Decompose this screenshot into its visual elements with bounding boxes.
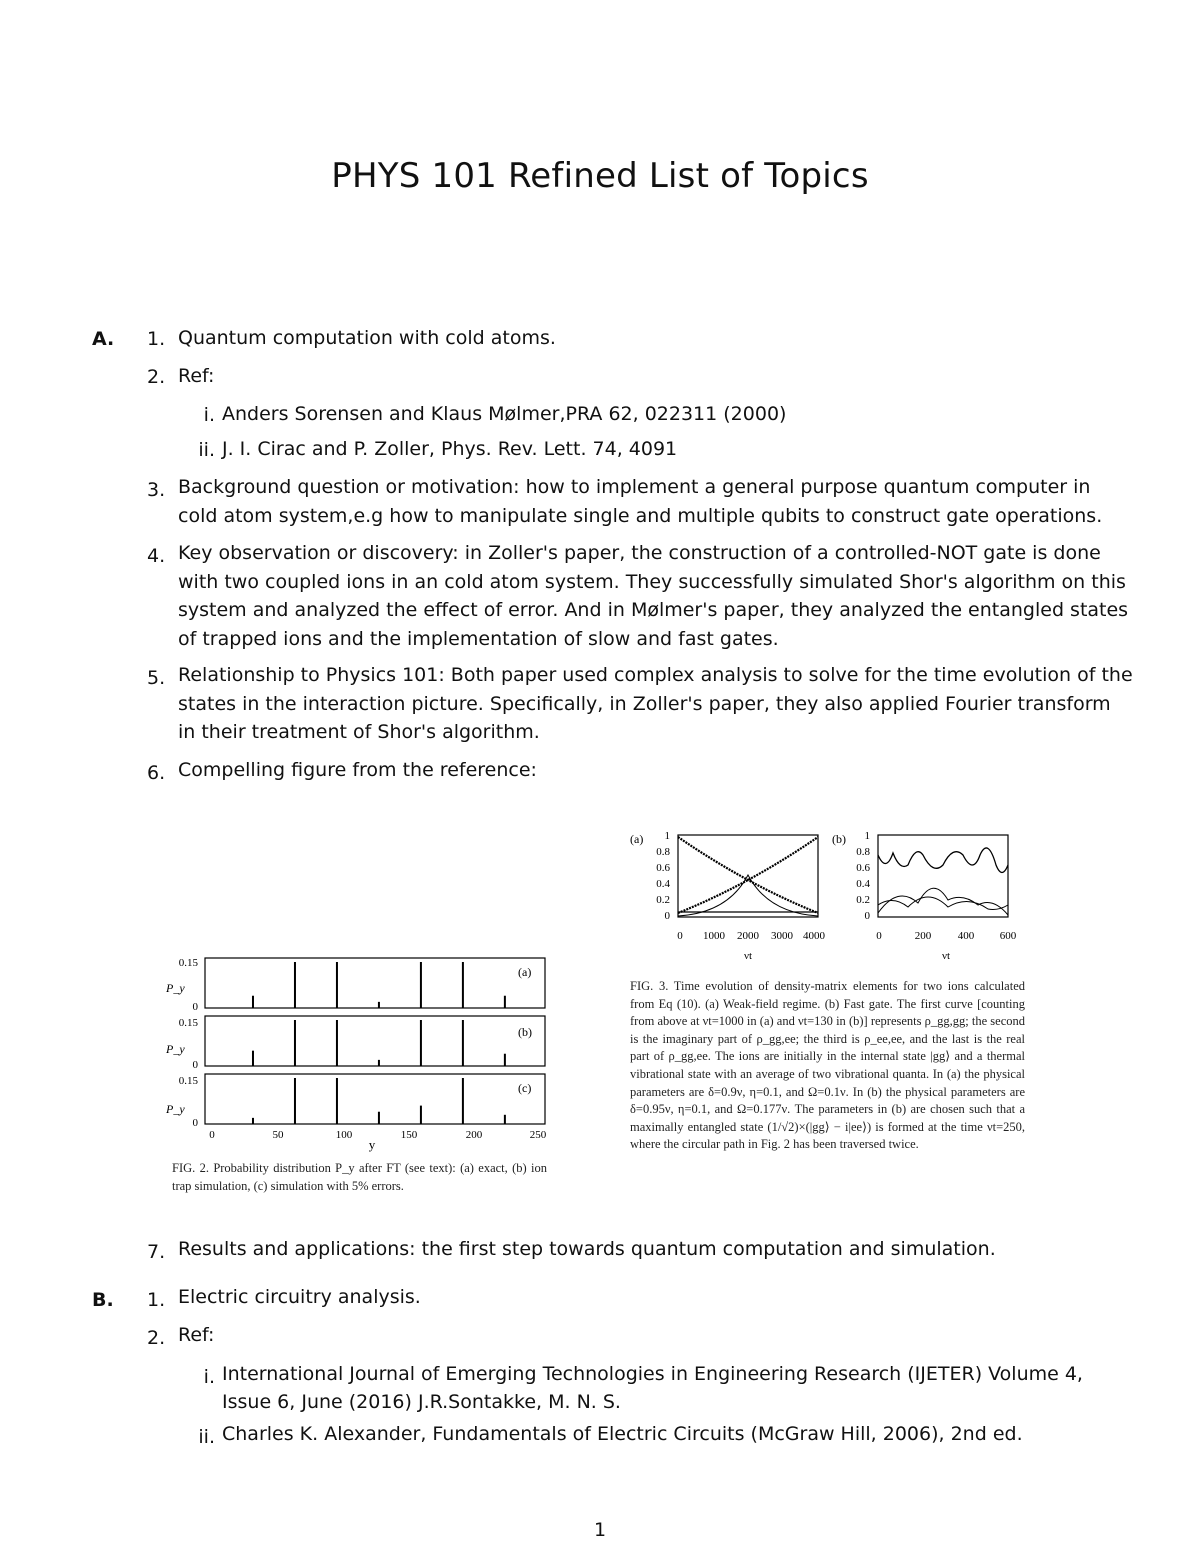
y-tick: 0.2 xyxy=(656,894,670,906)
fig2-panel-label: (b) xyxy=(518,1025,532,1039)
fig3b-frame xyxy=(878,835,1008,917)
x-tick: 200 xyxy=(914,930,932,942)
fig3-plots xyxy=(628,825,1033,965)
y-tick: 0.4 xyxy=(856,878,870,890)
x-tick: 250 xyxy=(529,1129,547,1141)
item-text: Results and applications: the first step towards quantum computation and simulation. xyxy=(178,1238,996,1260)
item-number: 1. xyxy=(147,328,166,350)
fig2-ylabel: P_y xyxy=(166,981,185,995)
x-tick: 50 xyxy=(272,1129,284,1141)
item-text: Relationship to Physics 101: Both paper used complex analysis to solve for the time evolution of the states in the interaction picture. Specifically, in Zoller's paper, they also applied Fourier transform in their treatment of Shor's algorithm. xyxy=(178,664,1133,743)
item-number: 5. xyxy=(147,667,166,689)
y-tick: 0.6 xyxy=(856,862,870,874)
fig2c-frame xyxy=(205,1074,545,1124)
y-tick: 0 xyxy=(192,1001,198,1013)
page-title: PHYS 101 Refined List of Topics xyxy=(331,156,869,196)
item-text: Key observation or discovery: in Zoller's paper, the construction of a controlled-NOT gate is done with two coupled ions in an cold atom system. They successfully simulated Shor's algorithm on this system and analyzed the effect of error. And in Mølmer's paper, they analyzed the entangled states of trapped ions and the implementation of slow and fast gates. xyxy=(178,542,1129,650)
fig2-ylabel: P_y xyxy=(166,1042,185,1056)
fig2a-frame xyxy=(205,958,545,1008)
item-text: Ref: xyxy=(178,365,215,387)
y-tick: 0 xyxy=(192,1059,198,1071)
reference: J. I. Cirac and P. Zoller, Phys. Rev. Lett. 74, 4091 xyxy=(222,438,678,460)
fig2-ylabel: P_y xyxy=(166,1102,185,1116)
x-tick: 4000 xyxy=(803,930,825,942)
y-tick: 0.15 xyxy=(178,1075,198,1087)
x-axis-label: νt xyxy=(743,950,753,962)
reference: Charles K. Alexander, Fundamentals of Electric Circuits (McGraw Hill, 2006), 2nd ed. xyxy=(222,1423,1023,1445)
x-tick: 1000 xyxy=(703,930,725,942)
fig2-plots xyxy=(160,950,555,1155)
fig3a-label: (a) xyxy=(630,832,644,846)
item-text: Background question or motivation: how to implement a general purpose quantum computer in cold atom system,e.g how to manipulate single and multiple qubits to construct gate operations. xyxy=(178,476,1103,527)
x-tick: 0 xyxy=(209,1129,215,1141)
item-number: 2. xyxy=(147,366,166,388)
item-number: 4. xyxy=(147,545,166,567)
item-number: 3. xyxy=(147,479,166,501)
reference: International Journal of Emerging Technologies in Engineering Research (IJETER) Volume 4, Issue 6, June (2016) J.R.Sontakke, M. N. S. xyxy=(222,1363,1083,1413)
y-tick: 0 xyxy=(864,910,870,922)
y-tick: 0 xyxy=(192,1117,198,1129)
reference: Anders Sorensen and Klaus Mølmer,PRA 62, 022311 (2000) xyxy=(222,403,787,425)
fig3b-curve xyxy=(878,897,1008,910)
y-tick: 0 xyxy=(664,910,670,922)
y-tick: 0.2 xyxy=(856,894,870,906)
x-tick: 3000 xyxy=(771,930,793,942)
item-text: Ref: xyxy=(178,1324,215,1346)
page-number: 1 xyxy=(593,1519,607,1541)
y-tick: 0.4 xyxy=(656,878,670,890)
fig3-caption: FIG. 3. Time evolution of density-matrix elements for two ions calculated from Eq (10). (a) Weak-field regime. (b) Fast gate. The first curve [counting from above at νt=1000 in (a) and νt=130 in (b)] represents ρ_gg,gg; the second is the imaginary part of ρ_gg,ee; the third is ρ_ee,ee, and the last is the real part of ρ_gg,ee. The ions are initially in the internal state |gg⟩ and a thermal vibrational state with an average of two vibrational quanta. In (a) the physical parameters are δ=0.9ν, η=0.1, and Ω=0.1ν. In (b) the physical parameters are δ=0.95ν, η=0.1, and Ω=0.177ν. The parameters in (b) are chosen such that a maximally entangled state (1/√2)×(|gg⟩ − i|ee⟩) is formed at the time νt=250, where the circular path in Fig. 2 has been traversed twice. xyxy=(630,979,1025,1152)
y-tick: 1 xyxy=(864,830,870,842)
ref-number: i. xyxy=(203,1366,215,1388)
item-number: 2. xyxy=(147,1327,166,1349)
y-tick: 1 xyxy=(664,830,670,842)
section-a-label: A. xyxy=(92,328,115,350)
x-tick: 400 xyxy=(957,930,975,942)
y-tick: 0.15 xyxy=(178,957,198,969)
item-number: 6. xyxy=(147,762,166,784)
x-tick: 100 xyxy=(335,1129,353,1141)
y-tick: 0.8 xyxy=(856,846,870,858)
ref-number: i. xyxy=(203,404,215,426)
y-tick: 0.6 xyxy=(656,862,670,874)
item-text: Electric circuitry analysis. xyxy=(178,1286,421,1308)
fig3b-label: (b) xyxy=(832,832,846,846)
ref-number: ii. xyxy=(198,1426,215,1448)
section-b-label: B. xyxy=(92,1289,114,1311)
item-text: Quantum computation with cold atoms. xyxy=(178,327,556,349)
x-tick: 200 xyxy=(465,1129,483,1141)
fig2-caption: FIG. 2. Probability distribution P_y after FT (see text): (a) exact, (b) ion trap simulation, (c) simulation with 5% errors. xyxy=(172,1161,547,1193)
fig2-panel-label: (a) xyxy=(518,965,532,979)
x-tick: 150 xyxy=(400,1129,418,1141)
x-axis-label: νt xyxy=(941,950,951,962)
fig2-panel-label: (c) xyxy=(518,1081,532,1095)
item-number: 7. xyxy=(147,1241,166,1263)
fig3b-curve xyxy=(878,848,1008,873)
x-tick: 0 xyxy=(876,930,882,942)
y-tick: 0.15 xyxy=(178,1017,198,1029)
fig2b-frame xyxy=(205,1016,545,1066)
x-tick: 0 xyxy=(677,930,683,942)
x-tick: 600 xyxy=(999,930,1017,942)
x-axis-label: y xyxy=(368,1137,376,1152)
ref-number: ii. xyxy=(198,439,215,461)
item-number: 1. xyxy=(147,1289,166,1311)
y-tick: 0.8 xyxy=(656,846,670,858)
x-tick: 2000 xyxy=(737,930,759,942)
item-text: Compelling figure from the reference: xyxy=(178,759,537,781)
